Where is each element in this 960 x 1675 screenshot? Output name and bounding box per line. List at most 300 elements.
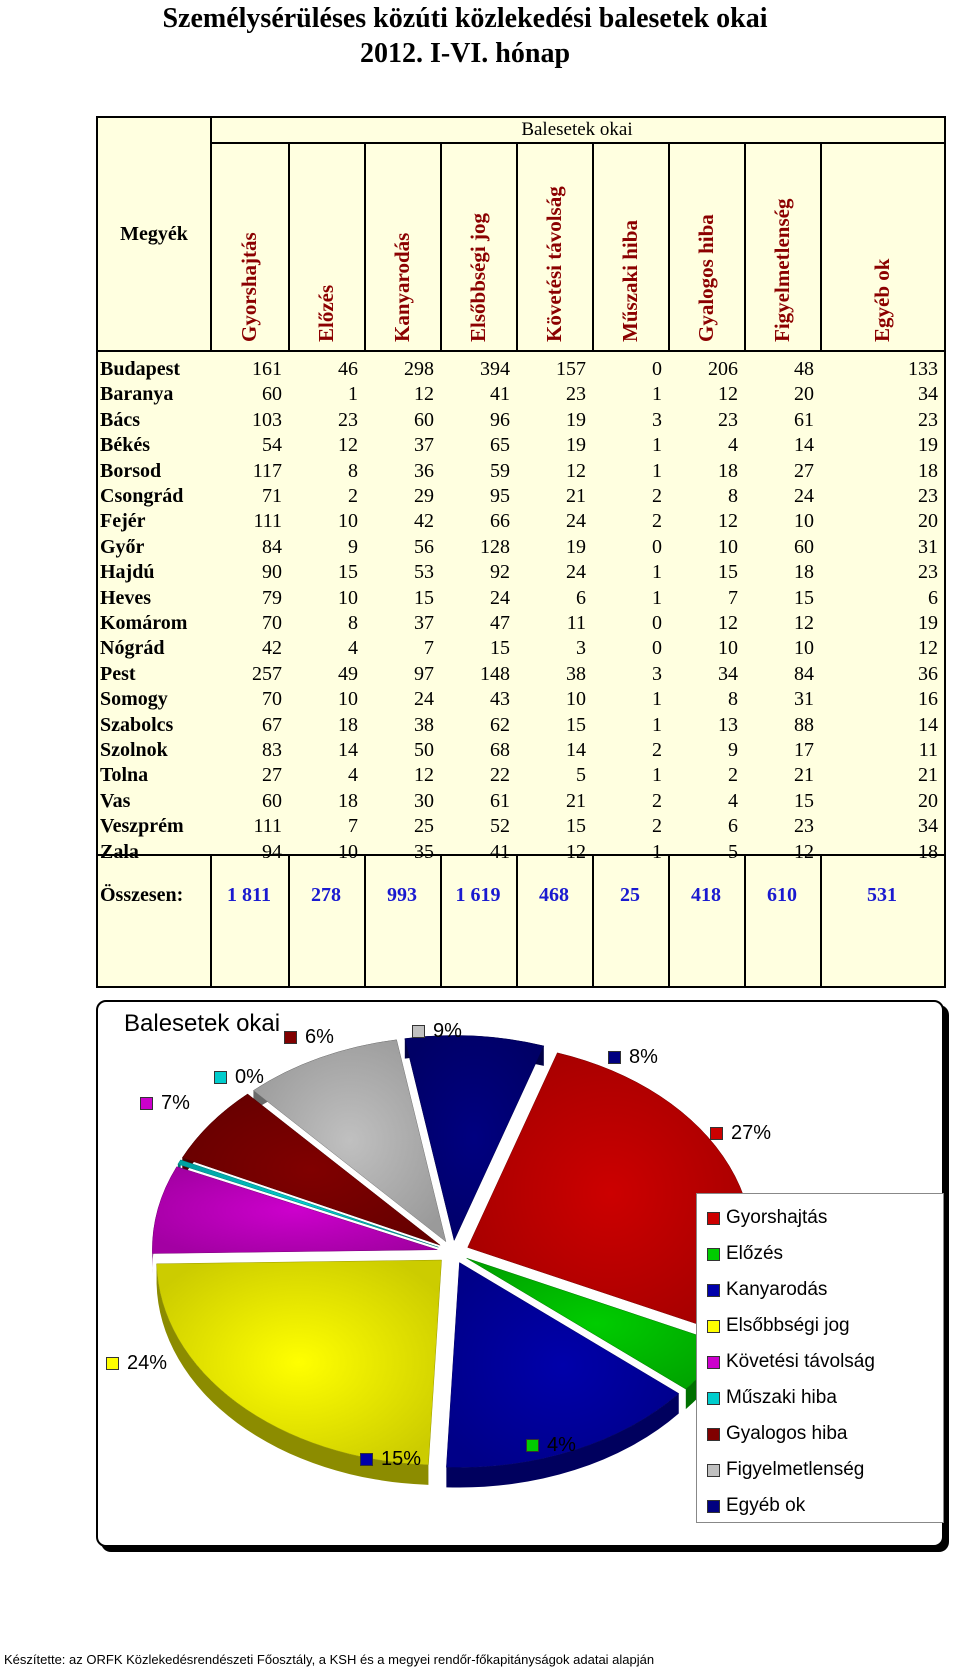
county-name: Pest: [100, 662, 136, 685]
table-cell: 37: [414, 612, 434, 634]
table-cell: 92: [490, 561, 510, 584]
table-cell: 0: [652, 637, 662, 660]
table-cell: 9: [348, 535, 358, 558]
table-cell: 1: [652, 561, 662, 584]
table-cell: 97: [414, 662, 434, 685]
color-swatch: [526, 1439, 539, 1452]
county-name: Csongrád: [100, 485, 184, 507]
pie-percent-label: [360, 1448, 421, 1471]
table-grid-line: [210, 854, 212, 986]
legend-label: Gyalogos hiba: [726, 1423, 848, 1444]
column-header: Figyelmetlenség: [770, 198, 794, 342]
county-name: Zala: [100, 840, 139, 863]
table-cell: 14: [918, 713, 938, 736]
table-grid-line: [516, 142, 518, 350]
table-cell: 11: [918, 739, 938, 761]
county-name: Komárom: [100, 612, 188, 634]
percent-text: 9%: [433, 1020, 462, 1042]
table-cell: 47: [490, 612, 510, 634]
table-cell: 15: [338, 561, 358, 584]
table-cell: 23: [918, 408, 938, 431]
page-title: Személysérüléses közúti közlekedési balesetek okai: [162, 3, 768, 34]
legend-swatch: [707, 1320, 720, 1333]
table-grid-line: [668, 142, 670, 350]
legend-item: [697, 1380, 943, 1416]
table-cell: 2: [652, 789, 662, 812]
table-row: [98, 356, 948, 383]
accident-causes-table: [96, 116, 946, 988]
table-cell: 103: [252, 408, 282, 431]
table-cell: 12: [794, 612, 814, 634]
chart-legend: [696, 1193, 944, 1523]
county-name: Győr: [100, 535, 145, 558]
table-cell: 6: [576, 586, 586, 609]
table-cell: 1 811: [227, 884, 271, 906]
table-cell: 19: [918, 612, 938, 634]
table-cell: 468: [539, 884, 569, 906]
table-cell: 6: [928, 586, 938, 609]
table-grid-line: [592, 142, 594, 350]
table-cell: 18: [338, 789, 358, 812]
table-cell: 610: [767, 884, 797, 906]
table-cell: 95: [490, 485, 510, 507]
table-cell: 30: [414, 789, 434, 812]
table-cell: 2: [652, 485, 662, 507]
table-cell: 2: [652, 815, 662, 838]
table-cell: 298: [404, 358, 434, 380]
table-cell: 133: [908, 358, 938, 380]
table-cell: 1: [652, 840, 662, 863]
county-name: Veszprém: [100, 815, 184, 838]
table-grid-line: [288, 854, 290, 986]
table-cell: 48: [794, 358, 814, 380]
table-cell: 68: [490, 739, 510, 761]
table-grid-line: [98, 350, 944, 352]
legend-item: [697, 1452, 943, 1488]
table-cell: 61: [490, 789, 510, 812]
column-header: Gyalogos hiba: [694, 214, 718, 342]
table-cell: 394: [480, 358, 510, 380]
table-cell: 56: [414, 535, 434, 558]
table-row: [98, 635, 948, 662]
table-cell: 12: [414, 383, 434, 406]
table-row: [98, 712, 948, 739]
percent-text: 7%: [161, 1092, 190, 1114]
table-cell: 18: [794, 561, 814, 584]
legend-swatch: [707, 1428, 720, 1441]
table-cell: 24: [794, 485, 814, 507]
table-cell: 7: [348, 815, 358, 838]
table-cell: 79: [262, 586, 282, 609]
table-cell: 15: [566, 815, 586, 838]
table-grid-line: [744, 142, 746, 350]
table-cell: 1: [652, 586, 662, 609]
county-name: Somogy: [100, 688, 168, 711]
table-cell: 42: [414, 510, 434, 533]
color-swatch: [360, 1453, 373, 1466]
table-cell: 111: [253, 815, 282, 838]
legend-item: [697, 1200, 943, 1236]
table-cell: 5: [728, 840, 738, 863]
table-cell: 13: [718, 713, 738, 736]
table-grid-line: [440, 142, 442, 350]
table-cell: 1 619: [455, 884, 501, 906]
legend-item: [697, 1344, 943, 1380]
table-cell: 22: [490, 764, 510, 787]
legend-item: [697, 1236, 943, 1272]
table-cell: 60: [262, 383, 282, 406]
table-cell: 1: [652, 764, 662, 787]
table-cell: 15: [718, 561, 738, 584]
table-cell: 15: [566, 713, 586, 736]
table-cell: 8: [348, 612, 358, 634]
table-cell: 2: [348, 485, 358, 507]
color-swatch: [412, 1025, 425, 1038]
table-cell: 41: [490, 840, 510, 863]
column-header: Kanyarodás: [390, 232, 414, 342]
table-cell: 35: [414, 840, 434, 863]
table-cell: 23: [718, 408, 738, 431]
county-name: Vas: [100, 789, 131, 812]
page-subtitle: 2012. I-VI. hónap: [359, 38, 571, 69]
table-cell: 12: [718, 612, 738, 634]
legend-label: Műszaki hiba: [726, 1387, 837, 1408]
table-cell: 10: [338, 688, 358, 711]
table-cell: 11: [566, 612, 586, 634]
table-cell: 6: [728, 815, 738, 838]
table-row: [98, 788, 948, 815]
table-cell: 7: [424, 637, 434, 660]
table-cell: 41: [490, 383, 510, 406]
color-swatch: [710, 1127, 723, 1140]
legend-label: Egyéb ok: [726, 1495, 806, 1516]
table-cell: 10: [718, 637, 738, 660]
table-cell: 54: [262, 434, 282, 457]
legend-swatch: [707, 1212, 720, 1225]
table-cell: 14: [794, 434, 814, 457]
table-cell: 10: [338, 840, 358, 863]
table-cell: 21: [794, 764, 814, 787]
table-cell: 94: [262, 840, 282, 863]
legend-swatch: [707, 1248, 720, 1261]
table-cell: 0: [652, 612, 662, 634]
table-cell: 8: [348, 459, 358, 482]
table-cell: 4: [348, 637, 358, 660]
column-header: Elsőbbségi jog: [466, 213, 490, 342]
table-cell: 10: [794, 637, 814, 660]
table-row: [98, 839, 948, 866]
table-cell: 418: [691, 884, 721, 906]
table-cell: 531: [867, 884, 897, 906]
table-cell: 4: [728, 434, 738, 457]
county-name: Fejér: [100, 510, 146, 533]
table-cell: 10: [794, 510, 814, 533]
table-cell: 36: [414, 459, 434, 482]
table-cell: 25: [620, 884, 640, 906]
column-header: Gyorshajtás: [237, 232, 261, 342]
table-cell: 84: [262, 535, 282, 558]
table-grid-line: [516, 854, 518, 986]
footer-credit: Készítette: az ORFK Közlekedésrendészeti Főosztály, a KSH és a megyei rendőr-főkapitányságok adatai alapján: [4, 1652, 655, 1667]
chart-title: Balesetek okai: [124, 1010, 281, 1037]
table-cell: 24: [414, 688, 434, 711]
percent-text: 4%: [547, 1434, 576, 1456]
table-cell: 993: [387, 884, 417, 906]
table-cell: 128: [480, 535, 510, 558]
table-cell: 14: [338, 739, 358, 761]
table-cell: 61: [794, 408, 814, 431]
table-cell: 66: [490, 510, 510, 533]
table-cell: 34: [918, 383, 938, 406]
table-cell: 8: [728, 485, 738, 507]
legend-label: Figyelmetlenség: [726, 1459, 865, 1480]
table-cell: 24: [566, 561, 586, 584]
legend-item: [697, 1488, 943, 1524]
table-cell: 5: [576, 764, 586, 787]
table-grid-line: [440, 854, 442, 986]
table-cell: 84: [794, 662, 814, 685]
table-cell: 34: [918, 815, 938, 838]
pie-percent-label: [608, 1046, 658, 1069]
table-cell: 20: [794, 383, 814, 406]
legend-item: [697, 1308, 943, 1344]
legend-swatch: [707, 1356, 720, 1369]
table-row: [98, 381, 948, 408]
column-header: Előzés: [314, 284, 338, 342]
table-grid-line: [210, 118, 212, 350]
table-cell: 10: [566, 688, 586, 711]
table-cell: 16: [918, 688, 938, 711]
percent-text: 24%: [127, 1352, 168, 1374]
table-row: [98, 585, 948, 612]
table-cell: 8: [728, 688, 738, 711]
table-cell: 96: [490, 408, 510, 431]
table-cell: 27: [262, 764, 282, 787]
table-cell: 24: [566, 510, 586, 533]
table-cell: 0: [652, 358, 662, 380]
table-cell: 20: [918, 510, 938, 533]
pie-percent-label: [412, 1020, 462, 1043]
percent-text: 8%: [629, 1046, 658, 1068]
table-cell: 42: [262, 637, 282, 660]
table-cell: 36: [918, 662, 938, 685]
table-cell: 161: [252, 358, 282, 380]
table-cell: 24: [490, 586, 510, 609]
table-row: [98, 610, 948, 637]
county-name: Békés: [100, 434, 150, 457]
table-row: [98, 483, 948, 510]
totals-row: [98, 882, 948, 909]
table-cell: 12: [566, 459, 586, 482]
legend-label: Előzés: [726, 1243, 784, 1264]
table-row: [98, 534, 948, 561]
table-cell: 19: [918, 434, 938, 457]
table-grid-line: [820, 142, 822, 350]
table-cell: 1: [652, 383, 662, 406]
color-swatch: [608, 1051, 621, 1064]
legend-label: Kanyarodás: [726, 1279, 828, 1300]
legend-item: [697, 1272, 943, 1308]
table-cell: 12: [718, 510, 738, 533]
table-grid-line: [288, 142, 290, 350]
pie-percent-label: [106, 1352, 167, 1375]
totals-label: Összesen:: [100, 884, 184, 906]
pie-percent-label: [710, 1122, 771, 1145]
table-cell: 0: [652, 535, 662, 558]
table-cell: 3: [652, 408, 662, 431]
table-cell: 18: [338, 713, 358, 736]
column-header: Egyéb ok: [870, 258, 894, 342]
table-cell: 50: [414, 739, 434, 761]
table-grid-line: [744, 854, 746, 986]
table-cell: 90: [262, 561, 282, 584]
table-cell: 15: [490, 637, 510, 660]
table-cell: 9: [728, 739, 738, 761]
table-cell: 19: [566, 408, 586, 431]
table-row: [98, 458, 948, 485]
table-cell: 18: [918, 840, 938, 863]
table-row: [98, 686, 948, 713]
table-row: [98, 813, 948, 840]
table-cell: 37: [414, 434, 434, 457]
table-cell: 17: [794, 739, 814, 761]
table-cell: 34: [718, 662, 738, 685]
table-cell: 59: [490, 459, 510, 482]
legend-label: Követési távolság: [726, 1351, 875, 1372]
table-cell: 12: [414, 764, 434, 787]
county-name: Heves: [100, 586, 152, 609]
legend-label: Elsőbbségi jog: [726, 1315, 850, 1336]
county-name: Szolnok: [100, 739, 168, 761]
table-cell: 1: [348, 383, 358, 406]
county-name: Budapest: [100, 358, 181, 380]
table-cell: 148: [480, 662, 510, 685]
pie-percent-label: [140, 1092, 190, 1115]
percent-text: 6%: [305, 1026, 334, 1048]
table-cell: 38: [414, 713, 434, 736]
color-swatch: [106, 1357, 119, 1370]
table-row: [98, 737, 948, 764]
county-name: Nógrád: [100, 637, 165, 660]
table-cell: 111: [253, 510, 282, 533]
table-cell: 23: [338, 408, 358, 431]
legend-label: Gyorshajtás: [726, 1207, 828, 1228]
table-cell: 3: [652, 662, 662, 685]
color-swatch: [214, 1071, 227, 1084]
color-swatch: [140, 1097, 153, 1110]
table-cell: 2: [728, 764, 738, 787]
table-cell: 14: [566, 739, 586, 761]
table-cell: 60: [414, 408, 434, 431]
table-cell: 46: [338, 358, 358, 380]
table-cell: 10: [718, 535, 738, 558]
table-cell: 18: [718, 459, 738, 482]
legend-item: [697, 1416, 943, 1452]
table-cell: 25: [414, 815, 434, 838]
county-name: Szabolcs: [100, 713, 174, 736]
table-cell: 278: [311, 884, 341, 906]
table-cell: 21: [566, 485, 586, 507]
pie-percent-label: [526, 1434, 576, 1457]
table-cell: 23: [918, 485, 938, 507]
table-cell: 88: [794, 713, 814, 736]
table-cell: 70: [262, 612, 282, 634]
table-grid-line: [668, 854, 670, 986]
table-cell: 1: [652, 459, 662, 482]
table-cell: 23: [794, 815, 814, 838]
table-cell: 21: [566, 789, 586, 812]
table-cell: 117: [252, 459, 282, 482]
table-cell: 15: [414, 586, 434, 609]
column-header: Műszaki hiba: [618, 220, 642, 342]
column-header: Követési távolság: [542, 186, 566, 342]
table-cell: 12: [338, 434, 358, 457]
table-cell: 70: [262, 688, 282, 711]
table-cell: 7: [728, 586, 738, 609]
table-cell: 67: [262, 713, 282, 736]
table-cell: 4: [728, 789, 738, 812]
pie-percent-label: [284, 1026, 334, 1049]
table-cell: 29: [414, 485, 434, 507]
table-cell: 38: [566, 662, 586, 685]
percent-text: 15%: [381, 1448, 422, 1470]
table-cell: 10: [338, 586, 358, 609]
table-cell: 19: [566, 434, 586, 457]
table-cell: 52: [490, 815, 510, 838]
table-cell: 2: [652, 739, 662, 761]
table-cell: 49: [338, 662, 358, 685]
table-row: [98, 508, 948, 535]
pie-percent-label: [214, 1066, 264, 1089]
row-header-megyek: Megyék: [120, 222, 188, 245]
table-cell: 53: [414, 561, 434, 584]
table-cell: 12: [794, 840, 814, 863]
legend-swatch: [707, 1392, 720, 1405]
county-name: Bács: [100, 408, 140, 431]
table-cell: 12: [566, 840, 586, 863]
table-cell: 23: [566, 383, 586, 406]
table-cell: 43: [490, 688, 510, 711]
table-cell: 83: [262, 739, 282, 761]
table-cell: 65: [490, 434, 510, 457]
table-cell: 18: [918, 459, 938, 482]
table-grid-line: [210, 142, 944, 144]
table-grid-line: [820, 854, 822, 986]
table-row: [98, 762, 948, 789]
table-cell: 27: [794, 459, 814, 482]
county-name: Borsod: [100, 459, 162, 482]
table-cell: 31: [794, 688, 814, 711]
table-row: [98, 559, 948, 586]
table-cell: 60: [794, 535, 814, 558]
pie-slice: [157, 1260, 442, 1465]
table-cell: 19: [566, 535, 586, 558]
table-cell: 257: [252, 662, 282, 685]
group-header: Balesetek okai: [521, 119, 633, 140]
table-cell: 12: [718, 383, 738, 406]
pie-chart: [96, 1000, 944, 1547]
table-grid-line: [364, 142, 366, 350]
table-cell: 1: [652, 713, 662, 736]
table-cell: 4: [348, 764, 358, 787]
table-cell: 15: [794, 789, 814, 812]
table-cell: 20: [918, 789, 938, 812]
table-cell: 157: [556, 358, 586, 380]
table-cell: 3: [576, 637, 586, 660]
legend-swatch: [707, 1284, 720, 1297]
table-grid-line: [364, 854, 366, 986]
table-row: [98, 661, 948, 688]
